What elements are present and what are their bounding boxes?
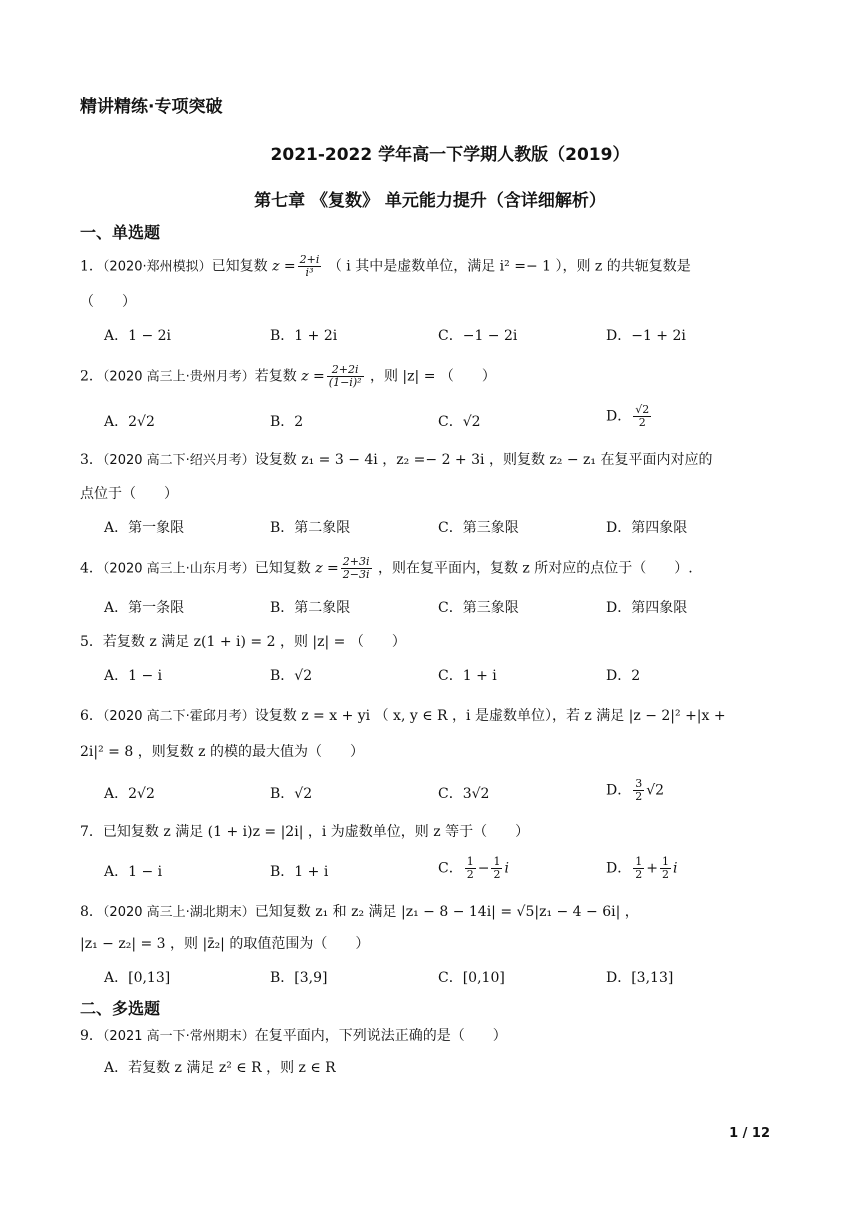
question-text: ，则 |z| = （ ）	[369, 368, 496, 385]
question-4	[80, 556, 693, 581]
fraction	[298, 254, 322, 279]
option-d: D． $\frac{1}{2}$ + $\frac{1}{2}$ i	[606, 855, 678, 881]
option-d: D．第四象限	[606, 520, 688, 536]
question-text: 已知复数	[254, 560, 311, 577]
option-b: B．2	[270, 414, 304, 430]
brand-header: 精讲精练·专项突破	[80, 97, 223, 117]
option-b: B．[3,9]	[270, 970, 328, 986]
option-b: B．第二象限	[270, 600, 351, 616]
option-a: A．2√2	[104, 786, 155, 802]
option-d: D．−1 + 2i	[606, 328, 686, 344]
math-var: z =	[315, 560, 339, 577]
question-source: （2020 高三上·湖北期末）	[102, 905, 255, 920]
question-text: ，则在复平面内，复数 z 所对应的点位于（ ）.	[377, 560, 693, 577]
page-number: 1 / 12	[729, 1126, 770, 1141]
option-c: C． $\frac{1}{2}$ − $\frac{1}{2}$ i	[438, 855, 509, 881]
question-6	[80, 706, 726, 727]
question-text: 已知复数	[211, 258, 268, 275]
question-text: 在复平面内，下列说法正确的是（ ）	[254, 1028, 507, 1044]
question-source: （2020 高二下·霍邱月考）	[102, 709, 255, 724]
question-3	[80, 450, 712, 471]
question-source: （2020 高三上·贵州月考）	[102, 369, 255, 385]
fraction: $\frac{3}{2}$	[635, 777, 643, 803]
question-8-tail: |z₁ − z₂| = 3 ，则 |z̄₂| 的取值范围为（ ）	[80, 936, 370, 952]
option-d: D．[3,13]	[606, 970, 674, 986]
question-text: 设复数 z₁ = 3 − 4i ，z₂ =− 2 + 3i ，则复数 z₂ − z₁ 在复平面内对应的	[254, 452, 713, 468]
option-c: C．−1 − 2i	[438, 328, 518, 344]
option-b: B．1 + 2i	[270, 328, 338, 344]
question-2	[80, 364, 496, 389]
option-a: A．2√2	[104, 414, 155, 430]
option-c: C．第三象限	[438, 520, 519, 536]
question-number: 9．	[80, 1028, 103, 1044]
question-9	[80, 1026, 507, 1047]
question-text: （ i 其中是虚数单位，满足 i² =− 1 ），则 z 的共轭复数是	[327, 258, 691, 275]
title-line-1: 2021-2022 学年高一下学期人教版（2019）	[270, 145, 630, 165]
question-number: 8．	[80, 904, 103, 920]
fraction: $\frac{√2}{2}$	[635, 403, 650, 429]
question-6-tail: 2i|² = 8 ，则复数 z 的模的最大值为（ ）	[80, 744, 364, 760]
question-text: 若复数 z 满足 z(1 + i) = 2 ，则 |z| = （ ）	[102, 634, 406, 650]
question-number: 7．	[80, 824, 103, 840]
denominator: (1−i)²	[328, 376, 362, 389]
denominator: 2−3i	[342, 568, 370, 581]
question-number: 3．	[80, 452, 103, 468]
question-number: 2．	[80, 368, 103, 385]
numerator: 2+2i	[327, 364, 364, 377]
question-number: 1．	[80, 258, 103, 275]
question-text: 已知复数 z 满足 (1 + i)z = |2i| ，i 为虚数单位，则 z 等于（ ）	[102, 824, 530, 840]
question-source: （2020 高三上·山东月考）	[102, 561, 255, 577]
fraction	[327, 364, 364, 389]
question-text: 若复数	[254, 368, 297, 385]
option-b: B．√2	[270, 786, 313, 802]
numerator: 2+3i	[342, 555, 370, 568]
option-b: B．1 + i	[270, 864, 329, 880]
question-7	[80, 822, 529, 842]
section-single-choice: 一、单选题	[80, 223, 161, 242]
option-a: A．1 − 2i	[104, 328, 172, 344]
option-c: C．第三象限	[438, 600, 519, 616]
option-a: A．第一象限	[104, 520, 185, 536]
title-line-2: 第七章 《复数》 单元能力提升（含详细解析）	[254, 191, 606, 211]
question-3-tail: 点位于（ ）	[80, 486, 178, 502]
option-d: D． $\frac{3}{2}$ √2	[606, 777, 665, 803]
question-8	[80, 902, 639, 923]
question-source: （2020·郑州模拟）	[102, 259, 212, 275]
option-c: C．[0,10]	[438, 970, 505, 986]
option-a: A．1 − i	[104, 668, 163, 684]
question-1-tail: （ ）	[80, 294, 136, 310]
denominator: i³	[305, 266, 314, 279]
option-b: B．√2	[270, 668, 313, 684]
question-source: （2021 高一下·常州期末）	[102, 1029, 255, 1044]
math-var: z =	[272, 258, 296, 275]
math-var: z =	[301, 368, 325, 385]
question-number: 4．	[80, 560, 103, 577]
option-a: A．第一条限	[104, 600, 185, 616]
question-text: 已知复数 z₁ 和 z₂ 满足 |z₁ − 8 − 14i| = √5|z₁ − 4 − 6i| ，	[254, 904, 639, 920]
option-a: A．1 − i	[104, 864, 163, 880]
option-c: C．√2	[438, 414, 481, 430]
option-b: B．第二象限	[270, 520, 351, 536]
fraction	[341, 556, 372, 581]
question-5	[80, 632, 406, 652]
option-d: D．第四象限	[606, 600, 688, 616]
question-source: （2020 高二下·绍兴月考）	[102, 453, 255, 468]
numerator: 2+i	[299, 253, 320, 266]
option-c: C．1 + i	[438, 668, 497, 684]
option-d: D． $\frac{√2}{2}$	[606, 403, 650, 429]
option-a: A．[0,13]	[104, 970, 171, 986]
question-number: 5．	[80, 634, 103, 650]
question-text: 设复数 z = x + yi （ x, y ∈ R ，i 是虚数单位），若 z 满足 |z − 2|² +|x +	[254, 708, 726, 724]
option-d: D．2	[606, 668, 641, 684]
question-1	[80, 254, 691, 279]
question-number: 6．	[80, 708, 103, 724]
option-a: A．若复数 z 满足 z² ∈ R ，则 z ∈ R	[104, 1060, 336, 1076]
option-c: C．3√2	[438, 786, 490, 802]
section-multi-choice: 二、多选题	[80, 999, 161, 1018]
